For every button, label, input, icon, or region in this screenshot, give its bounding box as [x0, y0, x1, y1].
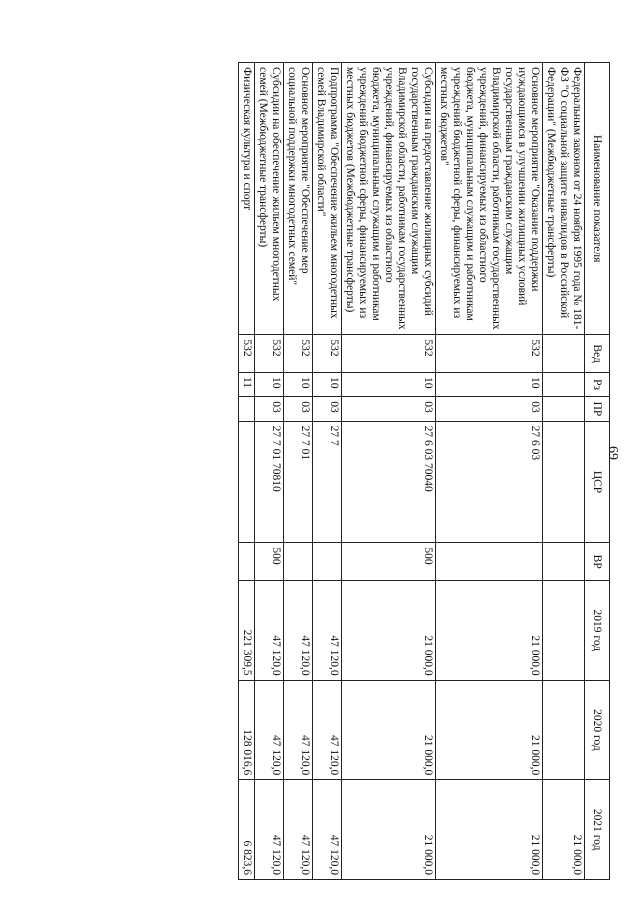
cell-csr: 27 7	[313, 421, 342, 543]
cell-ved: 532	[255, 335, 284, 373]
cell-ved: 532	[436, 335, 543, 373]
cell-pr: 03	[255, 397, 284, 421]
cell-pr: 03	[313, 397, 342, 421]
cell-2021: 21 000,0	[342, 780, 436, 880]
header-rz: Рз	[585, 372, 610, 396]
cell-2019: 47 120,0	[255, 581, 284, 681]
cell-2019: 21 000,0	[436, 581, 543, 681]
cell-2021: 47 120,0	[284, 780, 313, 880]
cell-2020: 21 000,0	[342, 680, 436, 780]
table-row	[342, 63, 436, 880]
cell-csr: 27 6 03 70040	[342, 421, 436, 543]
cell-name: Физическая культура и спорт	[239, 63, 255, 335]
table-row	[284, 63, 313, 880]
cell-rz: 10	[436, 372, 543, 396]
cell-csr: 27 7 01 70810	[255, 421, 284, 543]
cell-ved: 532	[239, 335, 255, 373]
cell-vr	[313, 543, 342, 581]
table-row	[255, 63, 284, 880]
cell-2019: 47 120,0	[284, 581, 313, 681]
cell-name: Подпрограмма "Обеспечение жильем многодетных семей Владимирской области"	[313, 63, 342, 335]
cell-vr	[543, 543, 585, 581]
cell-vr: 500	[342, 543, 436, 581]
cell-rz	[543, 372, 585, 396]
cell-ved: 532	[284, 335, 313, 373]
header-ved: Вед	[585, 335, 610, 373]
header-2021: 2021 год	[585, 780, 610, 880]
cell-2019: 47 120,0	[313, 581, 342, 681]
page-number: 69	[605, 446, 620, 460]
cell-csr: 27 7 01	[284, 421, 313, 543]
cell-name: Федеральным законом от 24 ноября 1995 года № 181-ФЗ "О социальной защите инвалидов в Российской Федерации" (Межбюджетные трансферты)	[543, 63, 585, 335]
cell-name: Основное мероприятие "Оказание поддержки нуждающимся в улучшении жилищных условий государственным гражданским служащим Владимирской области, работникам государственных учреждений, финансируемых из областного бюджета, муниципальным служащим и работникам учреждений бюджетной сферы, финансируемых из местных бюджетов"	[436, 63, 543, 335]
budget-table	[238, 62, 610, 880]
header-vr: ВР	[585, 543, 610, 581]
cell-ved: 532	[313, 335, 342, 373]
cell-2021: 21 000,0	[436, 780, 543, 880]
cell-csr: 27 6 03	[436, 421, 543, 543]
cell-vr: 500	[255, 543, 284, 581]
cell-ved	[543, 335, 585, 373]
cell-2020: 47 120,0	[313, 680, 342, 780]
table-row	[239, 63, 255, 880]
cell-csr	[543, 421, 585, 543]
header-2020: 2020 год	[585, 680, 610, 780]
header-pr: ПР	[585, 397, 610, 421]
cell-2020: 47 120,0	[255, 680, 284, 780]
header-csr: ЦСР	[585, 421, 610, 543]
cell-ved: 532	[342, 335, 436, 373]
cell-rz: 10	[313, 372, 342, 396]
header-row	[585, 63, 610, 880]
cell-name: Субсидии на обеспечение жильем многодетных семей (Межбюджетные трансферты)	[255, 63, 284, 335]
cell-rz: 10	[255, 372, 284, 396]
cell-2019	[543, 581, 585, 681]
table-row	[543, 63, 585, 880]
cell-rz: 11	[239, 372, 255, 396]
cell-rz: 10	[284, 372, 313, 396]
cell-2020: 47 120,0	[284, 680, 313, 780]
cell-2020: 21 000,0	[436, 680, 543, 780]
cell-vr	[436, 543, 543, 581]
table-row	[313, 63, 342, 880]
cell-pr	[543, 397, 585, 421]
cell-vr	[239, 543, 255, 581]
table-row	[436, 63, 543, 880]
cell-pr: 03	[284, 397, 313, 421]
cell-2020	[543, 680, 585, 780]
budget-table-container	[110, 62, 610, 880]
cell-2021: 21 000,0	[543, 780, 585, 880]
cell-2019: 21 000,0	[342, 581, 436, 681]
cell-name: Основное мероприятие "Обеспечение мер социальной поддержки многодетных семей"	[284, 63, 313, 335]
cell-pr: 03	[436, 397, 543, 421]
header-name: Наименование показателя	[585, 63, 610, 335]
cell-pr: 03	[342, 397, 436, 421]
cell-name: Субсидии на предоставление жилищных субсидий государственным гражданским служащим Владимирской области, работникам государственных учреждений, финансируемых из областного бюджета, муниципальным служащим и работникам учреждений бюджетной сферы, финансируемых из местных бюджетов (Межбюджетные трансферты)	[342, 63, 436, 335]
cell-2021: 6 823,6	[239, 780, 255, 880]
header-2019: 2019 год	[585, 581, 610, 681]
cell-2019: 221 309,5	[239, 581, 255, 681]
cell-2021: 47 120,0	[255, 780, 284, 880]
cell-pr	[239, 397, 255, 421]
cell-2020: 128 016,6	[239, 680, 255, 780]
cell-vr	[284, 543, 313, 581]
cell-csr	[239, 421, 255, 543]
cell-2021: 47 120,0	[313, 780, 342, 880]
cell-rz: 10	[342, 372, 436, 396]
